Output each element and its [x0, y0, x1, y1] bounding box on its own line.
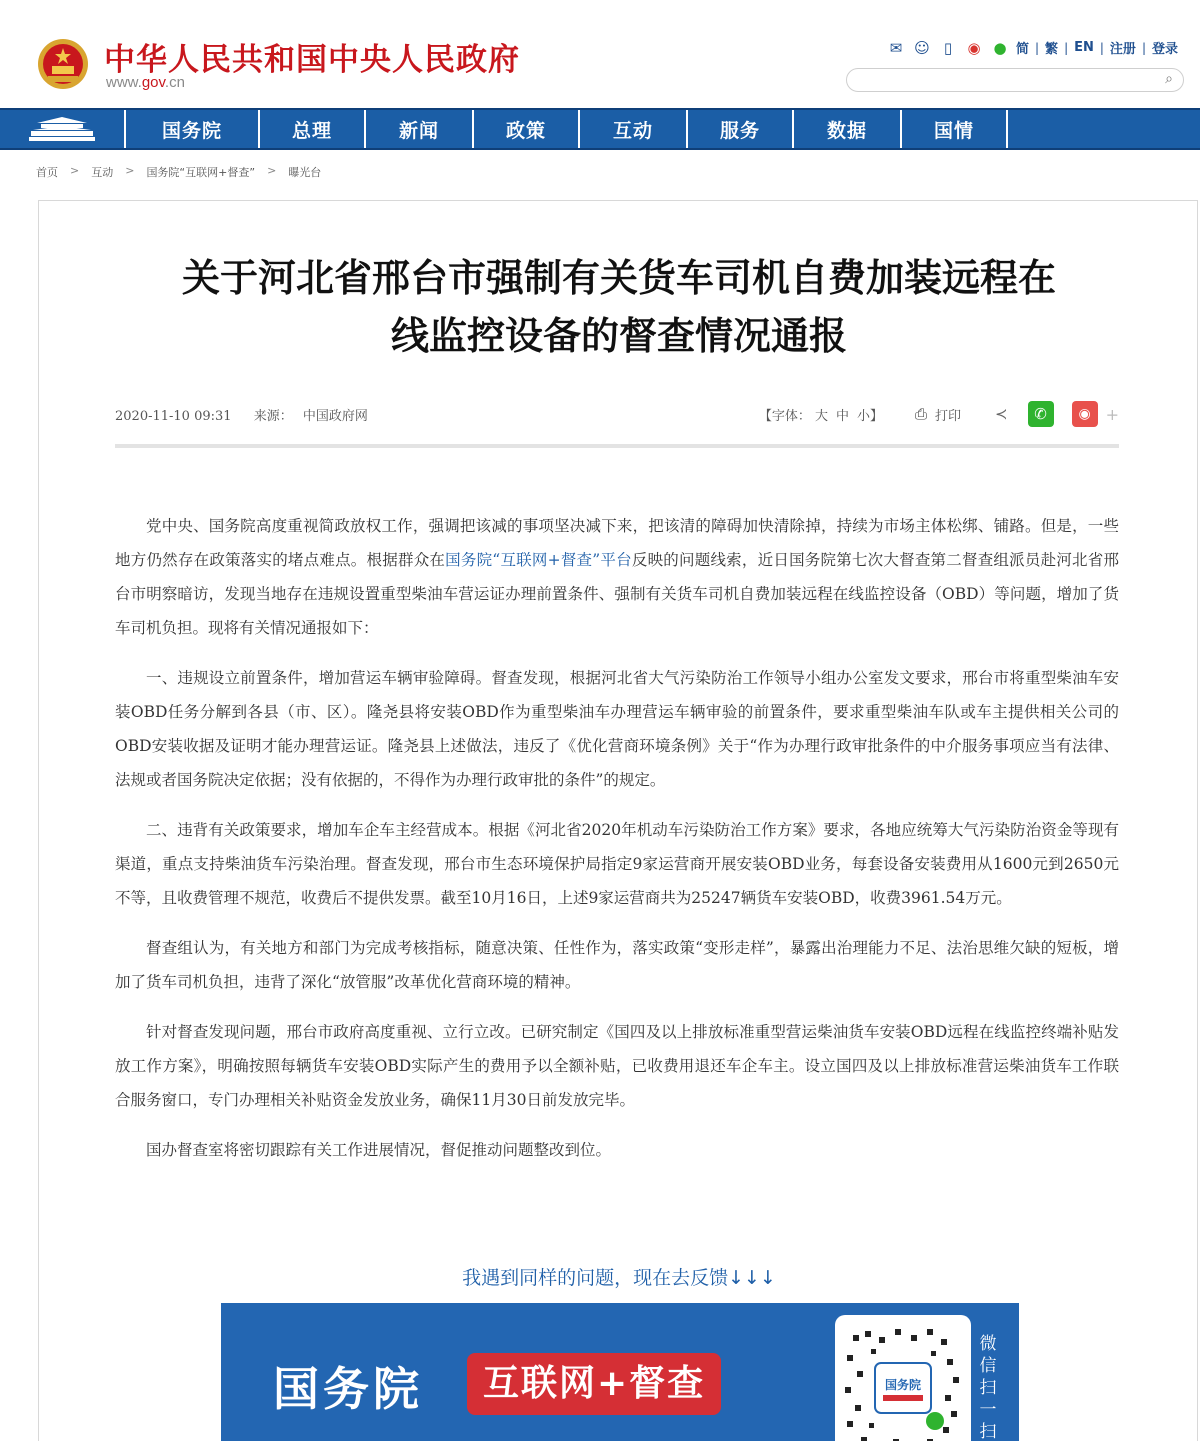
source-label: 来源：: [253, 409, 293, 424]
internet-supervision-platform-link[interactable]: 国务院“互联网+督查”平台: [445, 551, 632, 569]
wechat-icon[interactable]: ●: [993, 38, 1007, 57]
chevron-right-icon: >: [70, 164, 80, 177]
search-icon[interactable]: ⌕: [1165, 71, 1173, 87]
source-name: 中国政府网: [302, 409, 368, 424]
qr-label: 微信扫一扫: [979, 1334, 997, 1441]
nav-home[interactable]: [0, 110, 126, 148]
top-toolbar: [886, 38, 1178, 57]
register-link[interactable]: 注册: [1109, 42, 1136, 57]
nav-item-data[interactable]: 数据: [794, 110, 902, 148]
font-small-button[interactable]: 小】: [856, 408, 883, 424]
font-label: 【字体：: [758, 408, 811, 424]
qr-code-icon: [835, 1315, 971, 1441]
login-link[interactable]: 登录: [1151, 42, 1178, 57]
article-body: [115, 509, 1119, 1183]
separator: |: [1035, 40, 1040, 55]
weibo-icon[interactable]: ◉: [967, 38, 981, 57]
paragraph-3: 二、违背有关政策要求，增加车企车主经营成本。根据《河北省2020年机动车污染防治工作方案》要求，各地应统筹大气污染防治资金等现有渠道，重点支持柴油货车污染治理。督查发现，邢台市生态环境保护局指定9家运营商开展安装OBD业务，每套设备安装费用从1600元到2650元不等，且收费管理不规范，收费后不提供发票。截至10月16日，上述9家运营商共为25247辆货车安装OBD，收费3961.54万元。: [115, 821, 1119, 907]
site-title[interactable]: 中华人民共和国中央人民政府: [104, 42, 520, 78]
weibo-share-icon[interactable]: ◉: [1072, 401, 1098, 427]
breadcrumb-exposure[interactable]: 曝光台: [288, 166, 322, 179]
plus-icon[interactable]: +: [1105, 404, 1119, 424]
meta-right: [759, 401, 1119, 427]
breadcrumb-interaction[interactable]: 互动: [91, 166, 114, 179]
font-medium-button[interactable]: 中: [835, 408, 849, 424]
share-icon[interactable]: ≺: [995, 405, 1008, 423]
banner-brand: 国务院: [273, 1362, 423, 1416]
paragraph-4: 督查组认为，有关地方和部门为完成考核指标，随意决策、任性作为，落实政策“变形走样”，暴露出治理能力不足、法治思维欠缺的短板，增加了货车司机负担，违背了深化“放管服”改革优化营商环境的精神。: [115, 939, 1119, 991]
article-container: [38, 200, 1198, 1441]
lang-english-link[interactable]: EN: [1074, 40, 1094, 55]
paragraph-6: 国办督查室将密切跟踪有关工作进展情况，督促推动问题整改到位。: [146, 1141, 612, 1159]
font-size-control: [759, 405, 887, 424]
separator: |: [1064, 40, 1069, 55]
divider: [115, 444, 1119, 448]
mobile-icon[interactable]: ▯: [943, 38, 953, 57]
main-nav: [0, 108, 1200, 150]
chevron-right-icon: >: [267, 164, 277, 177]
wechat-share-icon[interactable]: ✆: [1028, 401, 1054, 427]
site-url[interactable]: [106, 74, 185, 91]
qr-code[interactable]: [835, 1315, 971, 1441]
print-icon[interactable]: ⎙: [914, 405, 927, 423]
article-title-line1: 关于河北省邢台市强制有关货车司机自费加装远程在: [181, 256, 1056, 300]
paragraph-1-text-b: 反映的问题线索，近日国务院第七次大督查第二督查组派员赴河北省邢台市明察暗访，发现当地存在违规设置重型柴油车营运证办理前置条件、强制有关货车司机自费加装远程在线监控设备（OBD）等问题，增加了货车司机负担。现将有关情况通报如下：: [115, 551, 1119, 637]
chevron-right-icon: >: [125, 164, 135, 177]
breadcrumb-internet-supervision[interactable]: 国务院“互联网+督查”: [146, 166, 256, 179]
site-header: [0, 0, 1200, 108]
lang-traditional-link[interactable]: 繁: [1045, 42, 1059, 57]
email-icon[interactable]: ✉: [889, 38, 903, 57]
chat-icon[interactable]: ☺: [914, 38, 930, 57]
paragraph-5: 针对督查发现问题，邢台市政府高度重视、立行立改。已研究制定《国四及以上排放标准重型营运柴油货车安装OBD远程在线监控终端补贴发放工作方案》，明确按照每辆货车安装OBD实际产生的费用予以全额补贴，已收费用退还车企车主。设立国四及以上排放标准营运柴油货车工作联合服务窗口，专门办理相关补贴资金发放业务，确保11月30日前发放完毕。: [115, 1023, 1119, 1109]
print-button[interactable]: 打印: [935, 408, 962, 424]
banner-tag: 互联网+督查: [467, 1353, 721, 1415]
article-title-line2: 线监控设备的督查情况通报: [390, 314, 847, 358]
nav-item-policy[interactable]: 政策: [474, 110, 580, 148]
nav-item-national-info[interactable]: 国情: [902, 110, 1008, 148]
publish-date: 2020-11-10 09:31: [115, 409, 232, 424]
article-title: [119, 249, 1119, 365]
nav-item-premier[interactable]: 总理: [260, 110, 366, 148]
nav-item-services[interactable]: 服务: [688, 110, 794, 148]
tiananmen-icon: [27, 115, 97, 143]
qr-center-text: 国务院: [884, 1378, 922, 1392]
nav-item-news[interactable]: 新闻: [366, 110, 474, 148]
site-url-prefix: www.: [106, 74, 142, 91]
search-input[interactable]: [846, 68, 1184, 92]
breadcrumb: [36, 164, 321, 180]
article-meta: [115, 401, 1119, 425]
nav-items: [126, 110, 1008, 148]
site-url-suffix: .cn: [164, 74, 185, 91]
lang-simplified-link[interactable]: 简: [1015, 42, 1029, 57]
site-url-brand: gov: [141, 74, 165, 91]
font-large-button[interactable]: 大: [814, 408, 828, 424]
nav-item-state-council[interactable]: 国务院: [126, 110, 260, 148]
breadcrumb-home[interactable]: 首页: [36, 166, 58, 179]
meta-left: [115, 405, 386, 424]
separator: |: [1141, 40, 1146, 55]
national-emblem-icon[interactable]: [36, 36, 90, 92]
feedback-link[interactable]: 我遇到同样的问题，现在去反馈↓↓↓: [462, 1267, 776, 1289]
supervision-banner[interactable]: [221, 1303, 1019, 1441]
paragraph-1: [115, 509, 1119, 645]
nav-item-interaction[interactable]: 互动: [580, 110, 688, 148]
separator: |: [1099, 40, 1104, 55]
paragraph-2: 一、违规设立前置条件，增加营运车辆审验障碍。督查发现，根据河北省大气污染防治工作领导小组办公室发文要求，邢台市将重型柴油车安装OBD任务分解到各县（市、区）。隆尧县将安装OBD作为重型柴油车办理营运车辆审验的前置条件，要求重型柴油车队或车主提供相关公司的OBD安装收据及证明才能办理营运证。隆尧县上述做法，违反了《优化营商环境条例》关于“作为办理行政审批条件的中介服务事项应当有法律、法规或者国务院决定依据；没有依据的，不得作为办理行政审批的条件”的规定。: [115, 669, 1119, 789]
paragraph-1-text-a: 党中央、国务院高度重视简政放权工作，强调把该减的事项坚决减下来，把该清的障碍加快清除掉，持续为市场主体松绑、铺路。但是，一些地方仍然存在政策落实的堵点难点。根据群众在: [115, 517, 1119, 569]
